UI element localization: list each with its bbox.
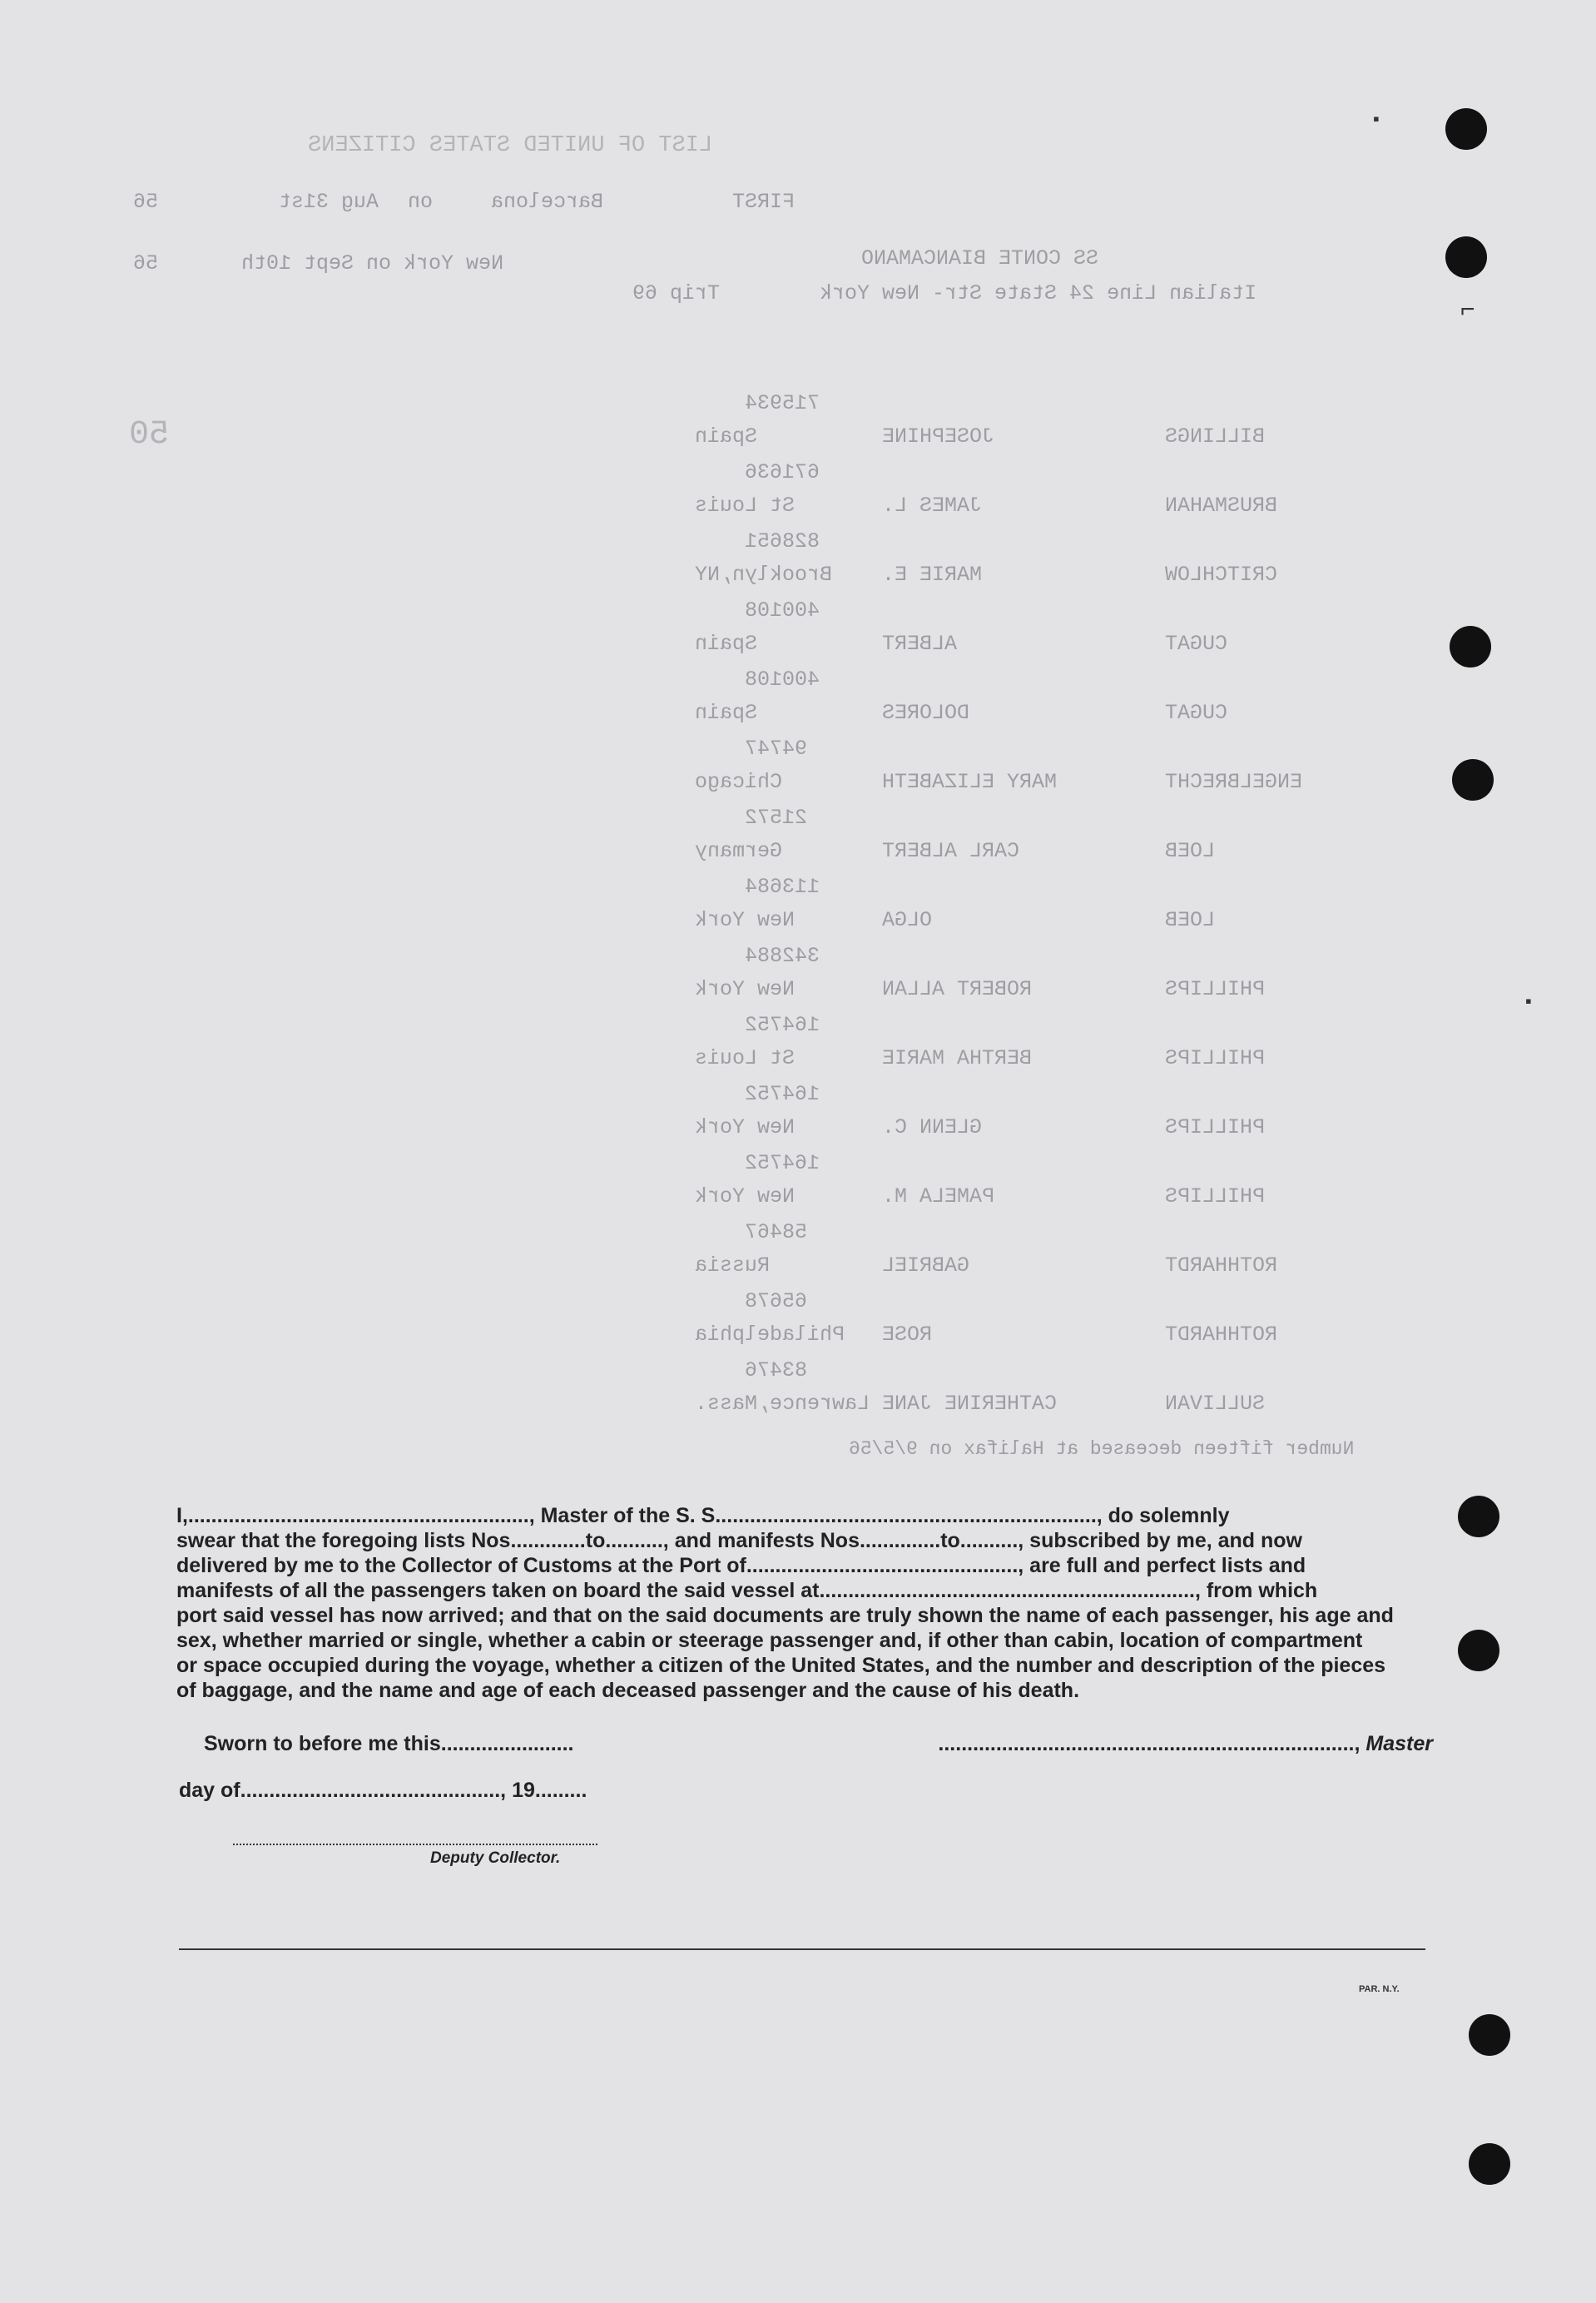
bleed-footnote: Number fifteen deceased at Halifax on 9/5/56 (849, 1438, 1355, 1460)
bleed-entry-place: St Louis (695, 1046, 796, 1070)
binder-hole (1452, 759, 1494, 801)
bleed-entry-place: Philadelphia (695, 1323, 845, 1347)
bleed-entry-number: 400108 (745, 598, 820, 623)
binder-hole (1458, 1630, 1499, 1671)
bleed-entry-place: Spain (695, 424, 758, 449)
bleed-entry-place: Chicago (695, 770, 783, 794)
bleed-entry-given-name: MARIE E. (882, 563, 983, 587)
bleed-entry-given-name: PAMELA M. (882, 1184, 995, 1209)
deputy-collector-label: Deputy Collector. (430, 1849, 561, 1867)
bleed-ship-name: SS CONTE BIANCAMANO (861, 246, 1099, 271)
bleed-entry-number: 164752 (745, 1013, 820, 1037)
bleed-header-year: 56 (133, 190, 159, 214)
declaration-line: I,..........................................................., Master of the S. S.................................................................., do solemnly (176, 1504, 1230, 1527)
bleed-entry-surname: LOEB (1165, 839, 1216, 863)
bleed-dest-year: 56 (133, 251, 159, 275)
declaration-line: of baggage, and the name and age of each deceased passenger and the cause of his death. (176, 1679, 1080, 1702)
bleed-entry-number: 671636 (745, 460, 820, 484)
bleed-entry-surname: CRITCHLOW (1165, 563, 1278, 587)
bleed-entry-number: 58467 (745, 1220, 808, 1244)
sworn-line: Sworn to before me this....................... (204, 1732, 574, 1755)
master-signature-line (915, 1732, 1433, 1756)
declaration-line: sex, whether married or single, whether a cabin or steerage passenger and, if other than cabin, location of compartment (176, 1629, 1363, 1652)
bleed-entry-place: New York (695, 908, 796, 932)
bleed-entry-given-name: OLGA (882, 908, 933, 932)
bleed-entry-surname: PHILLIPS (1165, 977, 1266, 1001)
deputy-signature-line (233, 1844, 597, 1845)
bleed-entry-surname: BILLINGS (1165, 424, 1266, 449)
bleed-entry-place: New York (695, 1115, 796, 1139)
bleed-entry-place: Brooklyn,NY (695, 563, 833, 587)
bleed-entry-place: Russia (695, 1253, 771, 1278)
bleed-entry-number: 342884 (745, 944, 820, 968)
declaration-line: manifests of all the passengers taken on board the said vessel at................................................................., from which (176, 1579, 1318, 1602)
binder-hole (1445, 236, 1487, 278)
bleed-header-port: Barcelona (491, 190, 604, 214)
bleed-entry-place: Spain (695, 632, 758, 656)
bleed-entry-place: Lawrence,Mass. (695, 1392, 870, 1416)
bleed-entry-surname: ROTHHARDT (1165, 1323, 1278, 1347)
bleed-entry-surname: ROTHHARDT (1165, 1253, 1278, 1278)
bleed-entry-place: New York (695, 1184, 796, 1209)
binder-hole (1458, 1496, 1499, 1537)
bleed-entry-surname: ENGELBRECHT (1165, 770, 1303, 794)
bleed-header-date: Aug 31st (279, 190, 379, 214)
bleed-trip: Trip 69 (632, 281, 721, 305)
stray-mark: ▪ (1373, 108, 1380, 129)
bleed-entry-number: 21572 (745, 806, 808, 830)
bleed-entry-surname: PHILLIPS (1165, 1115, 1266, 1139)
bleed-entry-surname: CUGAT (1165, 632, 1228, 656)
bleed-entry-given-name: BERTHA MARIE (882, 1046, 1033, 1070)
stray-mark: ▪ (1525, 990, 1532, 1011)
binder-hole (1450, 626, 1491, 668)
bleed-entry-number: 65678 (745, 1289, 808, 1313)
bleed-entry-number: 715934 (745, 391, 820, 415)
bleed-entry-given-name: MARY ELIZABETH (882, 770, 1058, 794)
bleed-entry-surname: SULLIVAN (1165, 1392, 1266, 1416)
bleed-entry-number: 113684 (745, 875, 820, 899)
bleed-destination: New York on Sept 10th (241, 251, 504, 275)
bleed-entry-given-name: JOSEPHINE (882, 424, 995, 449)
binder-hole (1469, 2143, 1510, 2185)
declaration-line: or space occupied during the voyage, whether a citizen of the United States, and the number and description of the pieces (176, 1654, 1386, 1677)
binder-hole (1445, 108, 1487, 150)
bleed-entry-surname: LOEB (1165, 908, 1216, 932)
bottom-rule (179, 1948, 1425, 1950)
bleed-entry-place: New York (695, 977, 796, 1001)
bleed-entry-given-name: JAMES L. (882, 494, 983, 518)
bleed-entry-surname: PHILLIPS (1165, 1046, 1266, 1070)
printer-mark: PAR. N.Y. (1359, 1984, 1400, 1994)
bleed-entry-given-name: CATHERINE JANE (882, 1392, 1058, 1416)
bleed-agent: Italian Line 24 State Str- New York (820, 281, 1257, 305)
bleed-entry-given-name: DOLORES (882, 701, 970, 725)
bleed-entry-surname: BRUSMAHAN (1165, 494, 1278, 518)
master-declaration (176, 1503, 1435, 1703)
day-of-line: day of............................................., 19......... (179, 1779, 587, 1802)
bleed-entry-given-name: ROBERT ALLAN (882, 977, 1033, 1001)
bleed-entry-number: 164752 (745, 1151, 820, 1175)
master-dots: ........................................................................, (938, 1732, 1361, 1755)
bleed-header-title: LIST OF UNITED STATES CITIZENS (308, 133, 713, 158)
bleed-entry-given-name: ROSE (882, 1323, 933, 1347)
stray-mark: ⌐ (1460, 295, 1475, 323)
bleed-page-number: 50 (129, 416, 170, 454)
bleed-entry-number: 83476 (745, 1358, 808, 1382)
bleed-entry-place: Spain (695, 701, 758, 725)
bleed-header-on: on (408, 190, 434, 214)
bleed-entry-given-name: GABRIEL (882, 1253, 970, 1278)
bleed-entry-surname: PHILLIPS (1165, 1184, 1266, 1209)
bleed-entry-number: 94747 (745, 737, 808, 761)
bleed-entry-place: St Louis (695, 494, 796, 518)
declaration-line: delivered by me to the Collector of Customs at the Port of..............................................., are full and perfect lists and (176, 1554, 1306, 1577)
bleed-entry-given-name: GLENN C. (882, 1115, 983, 1139)
bleed-entry-given-name: CARL ALBERT (882, 839, 1020, 863)
bleed-entry-number: 164752 (745, 1082, 820, 1106)
bleed-entry-number: 828651 (745, 529, 820, 553)
bleed-entry-given-name: ALBERT (882, 632, 958, 656)
bleed-entry-surname: CUGAT (1165, 701, 1228, 725)
bleed-entry-place: Germany (695, 839, 783, 863)
declaration-line: port said vessel has now arrived; and that on the said documents are truly shown the name of each passenger, his age and (176, 1604, 1394, 1627)
binder-hole (1469, 2014, 1510, 2056)
declaration-line: swear that the foregoing lists Nos.............to.........., and manifests Nos..............to.........., subscribed by me, and now (176, 1529, 1303, 1552)
master-label: Master (1366, 1732, 1433, 1755)
bleed-header-class: FIRST (732, 190, 796, 214)
bleed-entry-number: 400108 (745, 668, 820, 692)
